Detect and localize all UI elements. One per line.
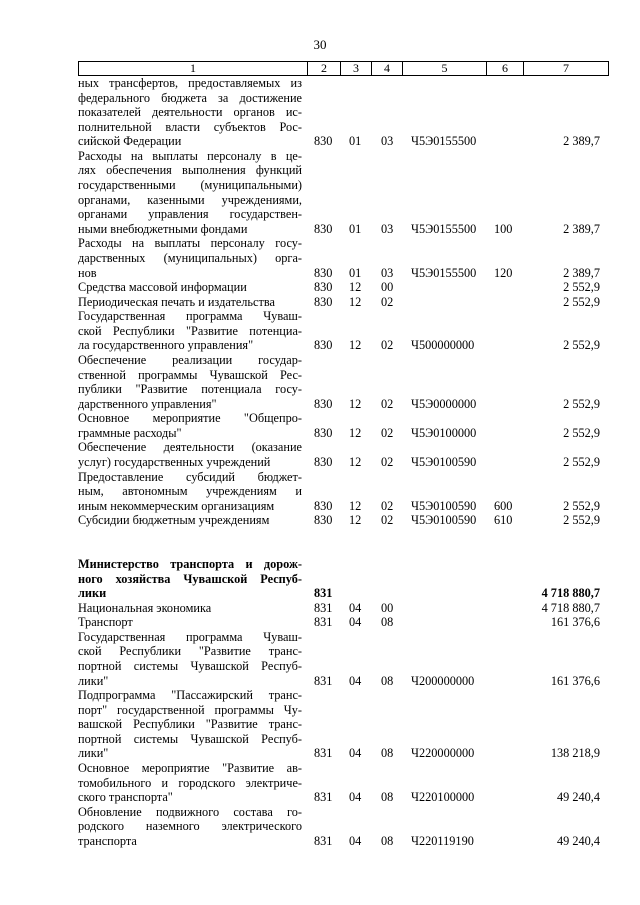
row-name-line: органами управления государствен-	[78, 207, 302, 222]
table-row	[78, 805, 608, 849]
ministry-code: 830	[314, 265, 333, 280]
row-name-line: портной системы Чувашской Респуб-	[78, 731, 302, 746]
amount: 49 240,4	[556, 833, 600, 848]
ministry-code: 830	[314, 338, 333, 353]
section-code: 12	[349, 396, 362, 411]
row-name-line: нов	[78, 265, 97, 280]
subsection-code: 00	[381, 280, 394, 295]
section-gap	[78, 528, 608, 557]
amount: 2 552,9	[563, 498, 600, 513]
ministry-code: 830	[314, 513, 333, 528]
section-code: 12	[349, 455, 362, 470]
row-name-line: томобильного и городского электриче-	[78, 775, 302, 790]
section-code: 01	[349, 134, 362, 149]
section-code: 04	[349, 790, 362, 805]
row-name-line: лики"	[78, 673, 109, 688]
section-code: 12	[349, 513, 362, 528]
subsection-code: 02	[381, 396, 394, 411]
target-article-code: Ч5Э0155500	[411, 221, 477, 236]
row-name-line: Транспорт	[78, 615, 133, 630]
row-name-line: ных трансфертов, предоставляемых из	[78, 76, 302, 90]
target-article-code: Ч5Э0100000	[411, 425, 477, 440]
row-name-line: Субсидии бюджетным учреждениям	[78, 513, 270, 528]
table-row	[78, 513, 608, 528]
target-article-code: Ч500000000	[411, 338, 475, 353]
row-name-line: ского транспорта"	[78, 790, 173, 805]
subsection-code: 08	[381, 833, 394, 848]
subsection-code: 02	[381, 498, 394, 513]
table-row	[78, 295, 608, 310]
row-name-line: Обеспечение реализации государ-	[78, 352, 302, 367]
table-row	[78, 470, 608, 514]
ministry-code: 831	[314, 586, 333, 601]
section-code: 12	[349, 280, 362, 295]
table-row	[78, 761, 608, 805]
row-codes	[78, 790, 608, 805]
section-code: 04	[349, 833, 362, 848]
table-row	[78, 76, 608, 149]
header-col-5: 5	[403, 62, 487, 76]
ministry-code: 830	[314, 134, 333, 149]
page-number: 30	[313, 37, 327, 52]
row-name-line: ской Республики "Развитие потенциа-	[78, 323, 302, 338]
row-name-line: граммные расходы"	[78, 425, 182, 440]
section-code: 04	[349, 615, 362, 630]
ministry-code: 831	[314, 790, 333, 805]
table-row	[78, 615, 608, 630]
subsection-code: 03	[381, 221, 394, 236]
row-name-line: порт" государственной программы Чу-	[78, 702, 302, 717]
row-name-line: федерального бюджета за достижение	[78, 90, 302, 105]
row-codes	[78, 513, 608, 528]
amount: 4 718 880,7	[541, 586, 600, 601]
row-codes	[78, 499, 608, 514]
amount: 138 218,9	[550, 746, 600, 761]
section-code: 12	[349, 425, 362, 440]
row-name-line: иным некоммерческим организациям	[78, 498, 275, 513]
table-row	[78, 440, 608, 469]
row-name-line: Подпрограмма "Пассажирский транс-	[78, 688, 302, 703]
row-name-line: ской Республики "Развитие транс-	[78, 644, 302, 659]
row-codes	[78, 455, 608, 470]
header-col-4: 4	[372, 62, 403, 76]
subsection-code: 00	[381, 600, 394, 615]
ministry-code: 830	[314, 498, 333, 513]
row-name-line: родского наземного электрического	[78, 819, 302, 834]
ministry-code: 830	[314, 455, 333, 470]
row-codes	[78, 397, 608, 412]
ministry-code: 830	[314, 294, 333, 309]
row-name-line: услуг) государственных учреждений	[78, 455, 271, 470]
amount: 49 240,4	[556, 790, 600, 805]
section-code: 01	[349, 265, 362, 280]
row-name-line: полнительной власти субъектов Рос-	[78, 119, 302, 134]
column-header-row	[79, 62, 609, 76]
table-row	[78, 630, 608, 688]
row-codes	[78, 134, 608, 149]
row-codes	[78, 426, 608, 441]
subsection-code: 08	[381, 790, 394, 805]
header-col-2: 2	[308, 62, 341, 76]
row-name-line: ными внебюджетными фондами	[78, 221, 248, 236]
row-name-line: портной системы Чувашской Респуб-	[78, 658, 302, 673]
row-name-line: Основное мероприятие "Общепро-	[78, 411, 302, 426]
row-name-line: публики "Развитие потенциала госу-	[78, 382, 302, 397]
expense-type-code: 100	[494, 221, 513, 236]
target-article-code: Ч5Э0100590	[411, 498, 477, 513]
subsection-code: 03	[381, 134, 394, 149]
row-name-line: дарственных (муниципальных) орга-	[78, 250, 302, 265]
target-article-code: Ч5Э0155500	[411, 134, 477, 149]
ministry-code: 831	[314, 833, 333, 848]
row-name-line: Обновление подвижного состава го-	[78, 804, 302, 819]
subsection-code: 02	[381, 425, 394, 440]
row-codes	[78, 834, 608, 849]
amount: 2 552,9	[563, 280, 600, 295]
target-article-code: Ч5Э0155500	[411, 265, 477, 280]
section-code: 12	[349, 294, 362, 309]
row-codes	[78, 295, 608, 310]
table-row	[78, 688, 608, 761]
table-row	[78, 601, 608, 616]
row-group-ministry-831	[78, 557, 608, 849]
row-name-line: государственными (муниципальными)	[78, 178, 302, 193]
table-row	[78, 309, 608, 353]
row-name-line: ла государственного управления"	[78, 338, 254, 353]
subsection-code: 03	[381, 265, 394, 280]
row-codes	[78, 586, 608, 601]
row-codes	[78, 338, 608, 353]
row-name-line: Государственная программа Чуваш-	[78, 309, 302, 324]
row-codes	[78, 601, 608, 616]
section-code: 12	[349, 338, 362, 353]
table-row	[78, 280, 608, 295]
row-name-line: лях обеспечения выполнения функций	[78, 163, 302, 178]
column-header-table	[78, 61, 609, 76]
ministry-code: 830	[314, 221, 333, 236]
expense-type-code: 600	[494, 498, 513, 513]
target-article-code: Ч5Э0100590	[411, 513, 477, 528]
budget-table-body	[78, 76, 608, 848]
ministry-code: 830	[314, 280, 333, 295]
row-group-ministry-830	[78, 76, 608, 528]
section-code: 01	[349, 221, 362, 236]
row-codes	[78, 615, 608, 630]
subsection-code: 08	[381, 673, 394, 688]
table-row	[78, 353, 608, 411]
amount: 2 552,9	[563, 513, 600, 528]
expense-type-code: 120	[494, 265, 513, 280]
target-article-code: Ч200000000	[411, 673, 475, 688]
table-row	[78, 557, 608, 601]
table-row	[78, 149, 608, 236]
section-code: 04	[349, 673, 362, 688]
row-name-line: Расходы на выплаты персоналу в це-	[78, 148, 302, 163]
row-name-line: вашской Республики "Развитие транс-	[78, 717, 302, 732]
amount: 2 552,9	[563, 425, 600, 440]
section-code: 04	[349, 746, 362, 761]
header-col-1: 1	[79, 62, 308, 76]
subsection-code: 02	[381, 513, 394, 528]
amount: 4 718 880,7	[541, 600, 600, 615]
target-article-code: Ч220000000	[411, 746, 475, 761]
amount: 2 552,9	[563, 338, 600, 353]
row-name-line: Обеспечение деятельности (оказание	[78, 440, 302, 455]
row-codes	[78, 746, 608, 761]
ministry-code: 831	[314, 746, 333, 761]
row-name-line: транспорта	[78, 833, 137, 848]
subsection-code: 08	[381, 615, 394, 630]
header-col-7: 7	[524, 62, 609, 76]
row-codes	[78, 674, 608, 689]
row-name-line: сийской Федерации	[78, 134, 182, 149]
target-article-code: Ч220119190	[411, 833, 474, 848]
row-name-line: Предоставление субсидий бюджет-	[78, 469, 302, 484]
row-name-line: ственной программы Чувашской Рес-	[78, 367, 302, 382]
amount: 2 389,7	[563, 221, 600, 236]
row-name-line: показателей деятельности органов ис-	[78, 105, 302, 120]
row-codes	[78, 266, 608, 281]
header-col-6: 6	[487, 62, 524, 76]
subsection-code: 02	[381, 455, 394, 470]
row-name-line: Министерство транспорта и дорож-	[78, 556, 302, 571]
row-name-line: лики"	[78, 746, 109, 761]
row-name-line: Основное мероприятие "Развитие ав-	[78, 761, 302, 776]
subsection-code: 02	[381, 338, 394, 353]
row-codes	[78, 222, 608, 237]
row-codes	[78, 280, 608, 295]
row-name-line: лики	[78, 586, 107, 601]
expense-type-code: 610	[494, 513, 513, 528]
row-name-line: Государственная программа Чуваш-	[78, 629, 302, 644]
amount: 2 552,9	[563, 396, 600, 411]
header-col-3: 3	[341, 62, 372, 76]
section-code: 04	[349, 600, 362, 615]
subsection-code: 08	[381, 746, 394, 761]
amount: 2 552,9	[563, 455, 600, 470]
row-name-line: ного хозяйства Чувашской Респуб-	[78, 571, 302, 586]
ministry-code: 831	[314, 673, 333, 688]
target-article-code: Ч5Э0000000	[411, 396, 477, 411]
row-name-line: Средства массовой информации	[78, 280, 247, 295]
table-row	[78, 411, 608, 440]
row-name-line: Периодическая печать и издательства	[78, 294, 275, 309]
row-name-line: Национальная экономика	[78, 600, 212, 615]
amount: 2 552,9	[563, 294, 600, 309]
row-name-line: ным, автономным учреждениям и	[78, 484, 302, 499]
amount: 161 376,6	[550, 673, 600, 688]
section-code: 12	[349, 498, 362, 513]
amount: 2 389,7	[563, 134, 600, 149]
ministry-code: 830	[314, 425, 333, 440]
target-article-code: Ч220100000	[411, 790, 475, 805]
amount: 2 389,7	[563, 265, 600, 280]
ministry-code: 831	[314, 615, 333, 630]
ministry-code: 831	[314, 600, 333, 615]
row-name-line: Расходы на выплаты персоналу госу-	[78, 236, 302, 251]
subsection-code: 02	[381, 294, 394, 309]
amount: 161 376,6	[550, 615, 600, 630]
ministry-code: 830	[314, 396, 333, 411]
table-row	[78, 236, 608, 280]
row-name-line: органами, казенными учреждениями,	[78, 192, 302, 207]
target-article-code: Ч5Э0100590	[411, 455, 477, 470]
row-name-line: дарственного управления"	[78, 396, 217, 411]
